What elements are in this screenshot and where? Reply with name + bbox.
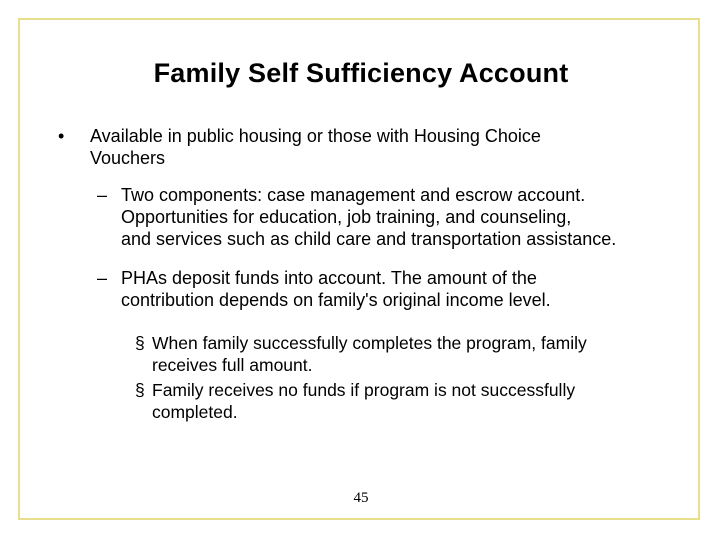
bullet-text-line: Opportunities for education, job training, and counseling, xyxy=(121,207,572,227)
dash-marker: – xyxy=(97,268,108,288)
bullet-text-line: Family receives no funds if program is not successfully xyxy=(152,380,576,400)
bullet-text-line: Vouchers xyxy=(90,148,166,168)
bullet-text-line: and services such as child care and transportation assistance. xyxy=(121,229,617,249)
bullet-text-line: Available in public housing or those with Housing Choice xyxy=(90,126,541,146)
bullet-marker: • xyxy=(58,126,65,146)
page-number: 45 xyxy=(353,490,369,506)
section-marker: § xyxy=(135,380,145,400)
bullet-text-line: When family successfully completes the program, family xyxy=(152,333,587,353)
slide xyxy=(18,18,700,520)
bullet-text-line: completed. xyxy=(152,402,238,422)
dash-marker: – xyxy=(97,185,108,205)
bullet-text-line: contribution depends on family's original income level. xyxy=(121,290,551,310)
bullet-text-line: PHAs deposit funds into account. The amount of the xyxy=(121,268,537,288)
bullet-text-line: Two components: case management and escrow account. xyxy=(121,185,586,205)
bullet-text-line: receives full amount. xyxy=(152,355,313,375)
section-marker: § xyxy=(135,333,145,353)
slide-title: Family Self Sufficiency Account xyxy=(153,58,569,88)
